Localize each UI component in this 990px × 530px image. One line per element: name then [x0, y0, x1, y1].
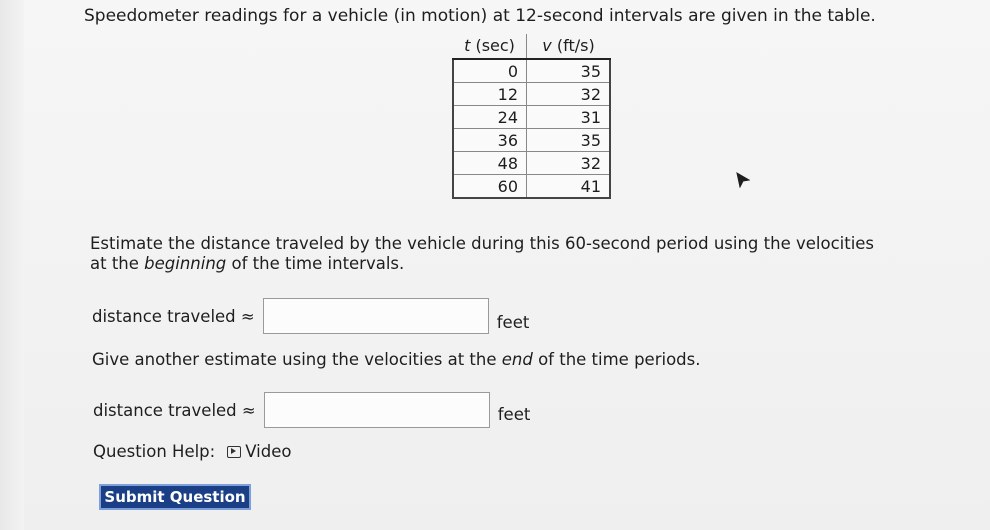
- time-cell: 60: [453, 175, 527, 199]
- table-row: [453, 129, 610, 152]
- column-header-velocity: v (ft/s): [527, 34, 611, 59]
- part2-answer-row: [93, 392, 530, 428]
- submit-question-button[interactable]: Submit Question: [99, 484, 251, 510]
- part2-answer-label: distance traveled ≈: [93, 400, 256, 420]
- part1-answer-row: [92, 298, 529, 334]
- table-row: [453, 106, 610, 129]
- table-row: [453, 152, 610, 175]
- part1-unit-label: feet: [496, 312, 530, 332]
- question-help-label: Question Help:: [93, 442, 216, 461]
- video-help-link[interactable]: [227, 442, 291, 461]
- velocity-cell: 35: [527, 59, 611, 83]
- page-edge: [0, 0, 24, 530]
- time-cell: 12: [453, 83, 527, 106]
- time-cell: 36: [453, 129, 527, 152]
- video-link-label: Video: [245, 442, 292, 461]
- time-cell: 24: [453, 106, 527, 129]
- velocity-cell: 32: [527, 83, 611, 106]
- table-row: [453, 59, 610, 83]
- table-header-row: [453, 34, 610, 59]
- table-row: [453, 83, 610, 106]
- play-video-icon: [227, 446, 241, 458]
- part1-prompt: Estimate the distance traveled by the vehicle during this 60-second period using the velocities at the beginning of the time intervals.: [90, 234, 875, 273]
- time-cell: 48: [453, 152, 527, 175]
- column-header-time: t (sec): [453, 34, 527, 59]
- part1-distance-input[interactable]: [263, 298, 489, 334]
- table-row: [453, 175, 610, 199]
- question-intro: Speedometer readings for a vehicle (in motion) at 12-second intervals are given in the table.: [84, 6, 876, 26]
- time-cell: 0: [453, 59, 527, 83]
- part2-unit-label: feet: [497, 404, 531, 424]
- part2-prompt: Give another estimate using the velocities at the end of the time periods.: [92, 350, 701, 369]
- velocity-cell: 35: [527, 129, 611, 152]
- velocity-cell: 41: [527, 175, 611, 199]
- velocity-cell: 31: [527, 106, 611, 129]
- speed-table: [452, 34, 611, 199]
- velocity-cell: 32: [527, 152, 611, 175]
- mouse-cursor-icon: [736, 172, 750, 188]
- part2-distance-input[interactable]: [264, 392, 490, 428]
- part1-answer-label: distance traveled ≈: [92, 306, 255, 326]
- question-help: [93, 442, 291, 461]
